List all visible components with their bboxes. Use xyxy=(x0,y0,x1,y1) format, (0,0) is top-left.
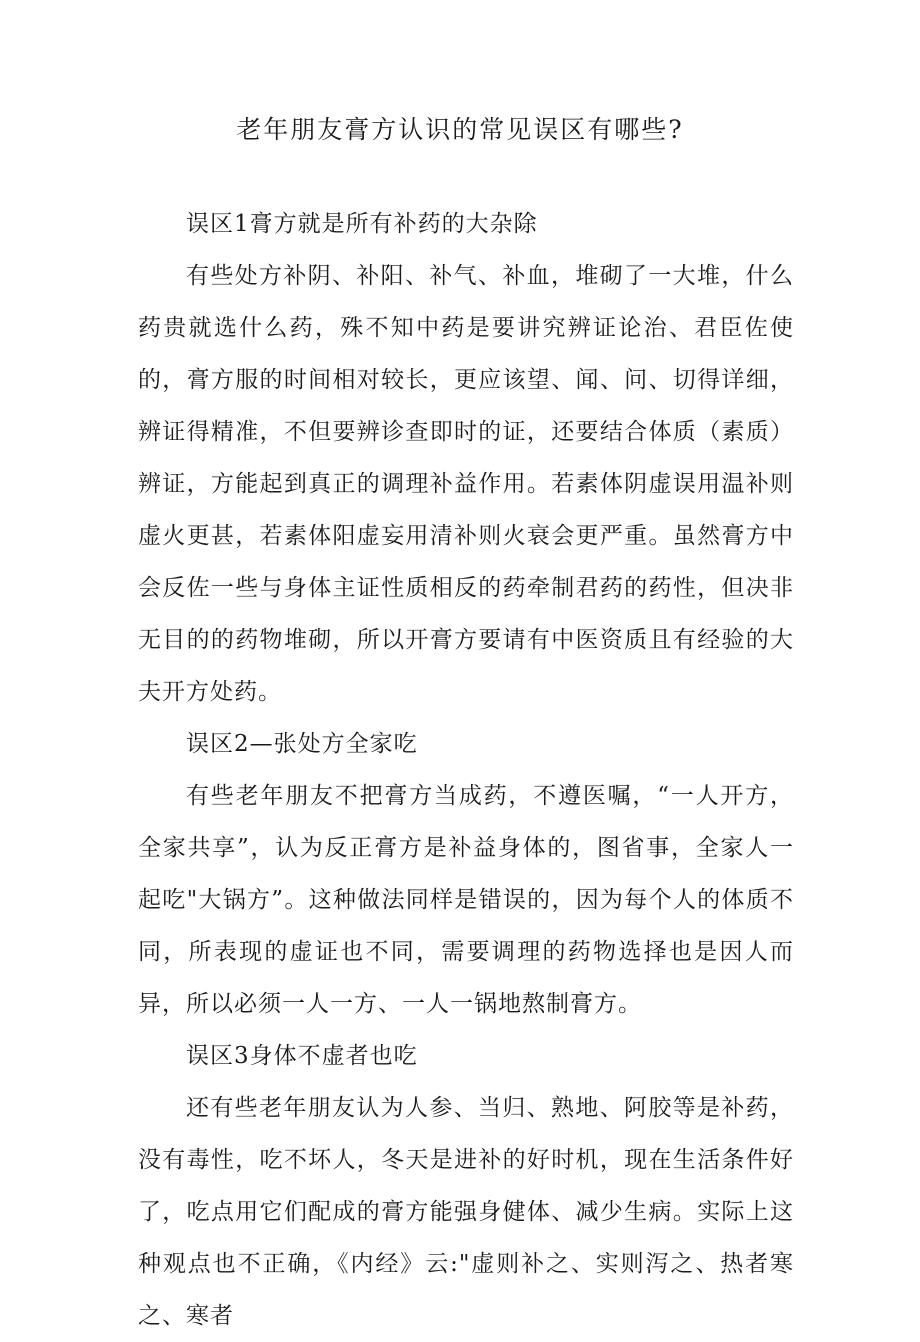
section-paragraph-1: 有些处方补阴、补阳、补气、补血，堆砌了一大堆，什么药贵就选什么药，殊不知中药是要讲究辨证论治、君臣佐使的，膏方服的时间相对较长，更应该望、闻、问、切得详细，辨证得精准，不但要辨诊查即时的证，还要结合体质（素质）辨证，方能起到真正的调理补益作用。若素体阴虚误用温补则虚火更甚，若素体阳虚妄用清补则火衰会更严重。虽然膏方中会反佐一些与身体主证性质相反的药牵制君药的药性，但决非无目的的药物堆砌，所以开膏方要请有中医资质且有经验的大夫开方处药。 xyxy=(138,263,794,705)
section-paragraph-3: 还有些老年朋友认为人参、当归、熟地、阿胶等是补药，没有毒性，吃不坏人，冬天是进补的好时机，现在生活条件好了，吃点用它们配成的膏方能强身健体、减少生病。实际上这种观点也不正确，《内经》云:"虚则补之、实则泻之、热者寒之、寒者 xyxy=(138,1095,794,1329)
section-heading-1: 误区1膏方就是所有补药的大杂除 xyxy=(186,211,538,237)
document-body xyxy=(138,198,794,1342)
section-paragraph-2: 有些老年朋友不把膏方当成药，不遵医嘱，“一人开方，全家共享”，认为反正膏方是补益身体的，图省事，全家人一起吃"大锅方”。这种做法同样是错误的，因为每个人的体质不同，所表现的虚证也不同，需要调理的药物选择也是因人而异，所以必须一人一方、一人一锅地熬制膏方。 xyxy=(138,783,794,1017)
page-title: 老年朋友膏方认识的常见误区有哪些? xyxy=(236,115,684,144)
section-heading-2: 误区2—张处方全家吃 xyxy=(186,731,418,757)
section-heading-3: 误区3身体不虚者也吃 xyxy=(186,1043,418,1069)
